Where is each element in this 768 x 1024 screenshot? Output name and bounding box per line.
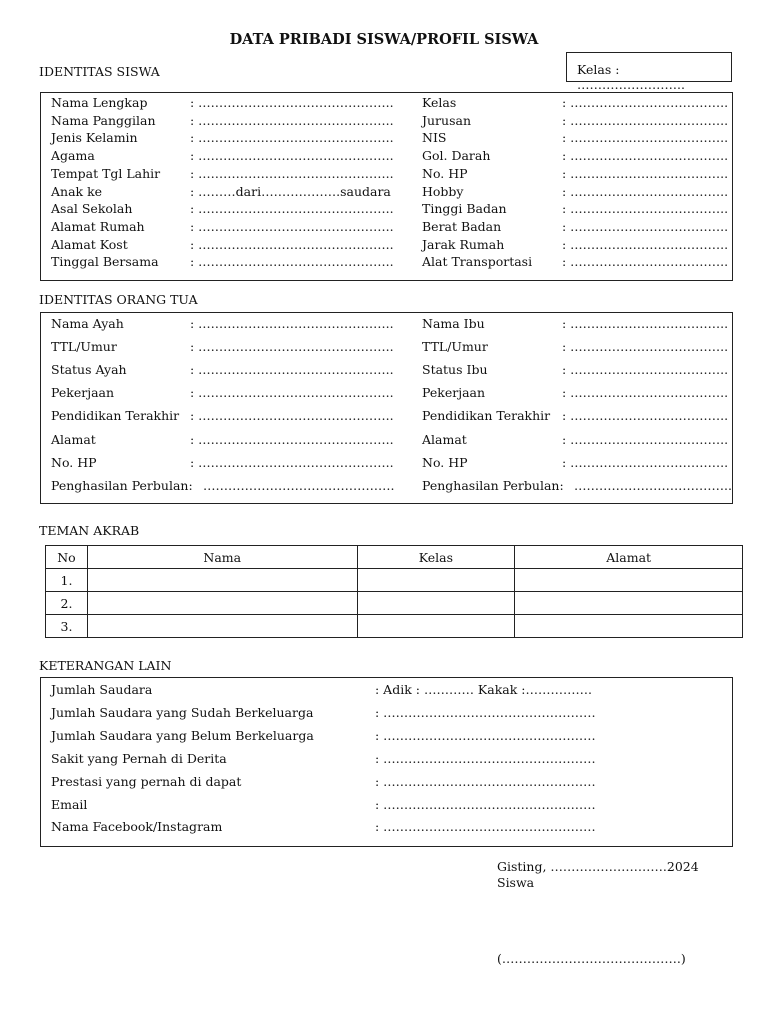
column-header-kelas: Kelas [357, 546, 515, 569]
siswa-field-value[interactable]: : ……………………………………….. [190, 130, 394, 146]
nama-cell[interactable] [87, 615, 357, 638]
siswa-field-value[interactable]: : ……………………………………….. [190, 254, 394, 270]
siswa-field-label: Kelas [422, 95, 457, 110]
table-row [46, 569, 743, 592]
signature-name-line: (…………………………………….) [497, 951, 686, 966]
keterangan-field-label: Sakit yang Pernah di Derita [51, 750, 227, 766]
orang-tua-field-label: Alamat [51, 431, 96, 447]
kelas-cell[interactable] [357, 615, 515, 638]
kelas-cell[interactable] [357, 592, 515, 615]
orang-tua-field-value[interactable]: : ……………………………….. [562, 362, 729, 378]
orang-tua-field-label: Pendidikan Terakhir [422, 408, 551, 424]
siswa-field-label: Agama [51, 148, 95, 164]
table-row [46, 592, 743, 615]
keterangan-field-value[interactable]: : …………………………………………… [375, 727, 596, 743]
teman-akrab-table [45, 545, 743, 638]
siswa-field-label: Jenis Kelamin [51, 130, 138, 146]
orang-tua-field-label: Pendidikan Terakhir [51, 408, 180, 424]
page-title: DATA PRIBADI SISWA/PROFIL SISWA [229, 31, 539, 48]
column-header-alamat: Alamat [515, 546, 743, 569]
orang-tua-field-value[interactable]: : ……………………………….. [562, 408, 729, 424]
keterangan-field-label: Nama Facebook/Instagram [51, 819, 223, 835]
siswa-field-value[interactable]: : ……………………………………….. [190, 148, 394, 164]
orang-tua-field-value[interactable]: : ……………………………………….. [190, 316, 394, 331]
orang-tua-field-value[interactable]: : ……………………………………….. [190, 454, 394, 470]
kelas-box: Kelas : …………………….. [566, 52, 732, 82]
orang-tua-field-value[interactable]: : ……………………………………….. [190, 339, 394, 355]
orang-tua-field-value[interactable]: : ……………………………………….. [190, 408, 394, 424]
siswa-field-value[interactable]: : ……………………………….. [562, 254, 729, 270]
keterangan-field-value[interactable]: : Adik : ………… Kakak :……………. [375, 682, 592, 697]
row-number: 3. [46, 615, 88, 638]
siswa-field-value[interactable]: : ……………………………………….. [190, 218, 394, 234]
siswa-field-value[interactable]: : ……………………………….. [562, 95, 729, 110]
siswa-field-value[interactable]: : ……………………………………….. [190, 201, 394, 217]
alamat-cell[interactable] [515, 592, 743, 615]
siswa-field-value[interactable]: : ………dari……………….saudara [190, 183, 391, 199]
siswa-field-value[interactable]: : ……………………………………….. [190, 165, 394, 181]
keterangan-field-value[interactable]: : …………………………………………… [375, 773, 596, 789]
siswa-field-value[interactable]: : ……………………………………….. [190, 112, 394, 128]
orang-tua-field-label: Nama Ayah [51, 316, 124, 331]
siswa-field-label: Jurusan [422, 112, 472, 128]
orang-tua-field-label: Penghasilan Perbulan: [51, 477, 193, 493]
siswa-field-label: Tinggal Bersama [51, 254, 159, 270]
orang-tua-field-value[interactable]: : ……………………………….. [562, 431, 729, 447]
orang-tua-field-value[interactable]: : ……………………………………….. [190, 385, 394, 401]
section-identitas-orang-tua: IDENTITAS ORANG TUA [39, 292, 198, 307]
siswa-field-value[interactable]: : ……………………………….. [562, 148, 729, 164]
siswa-field-label: Alamat Kost [51, 236, 128, 252]
orang-tua-field-label: No. HP [51, 454, 97, 470]
siswa-field-label: Tinggi Badan [422, 201, 507, 217]
keterangan-field-value[interactable]: : …………………………………………… [375, 704, 596, 720]
orang-tua-field-label: Pekerjaan [422, 385, 486, 401]
siswa-field-value[interactable]: : ……………………………….. [562, 183, 729, 199]
orang-tua-field-label: Status Ibu [422, 362, 488, 378]
orang-tua-field-value[interactable]: ………………………………………. [203, 477, 395, 493]
siswa-field-label: Tempat Tgl Lahir [51, 165, 161, 181]
orang-tua-field-label: Status Ayah [51, 362, 127, 378]
identitas-orang-tua-box [40, 312, 733, 504]
kelas-cell[interactable] [357, 569, 515, 592]
siswa-field-label: Nama Panggilan [51, 112, 156, 128]
siswa-field-label: No. HP [422, 165, 468, 181]
orang-tua-field-value[interactable]: : ……………………………………….. [190, 362, 394, 378]
table-header-row [46, 546, 743, 569]
alamat-cell[interactable] [515, 615, 743, 638]
orang-tua-field-label: No. HP [422, 454, 468, 470]
column-header-nama: Nama [87, 546, 357, 569]
keterangan-field-value[interactable]: : …………………………………………… [375, 819, 596, 835]
siswa-field-value[interactable]: : ……………………………….. [562, 165, 729, 181]
signature-role: Siswa [497, 875, 535, 890]
orang-tua-field-label: Pekerjaan [51, 385, 115, 401]
siswa-field-value[interactable]: : ……………………………………….. [190, 236, 394, 252]
nama-cell[interactable] [87, 569, 357, 592]
siswa-field-label: Gol. Darah [422, 148, 491, 164]
siswa-field-label: Anak ke [51, 183, 103, 199]
orang-tua-field-value[interactable]: : ……………………………………….. [190, 431, 394, 447]
keterangan-field-value[interactable]: : …………………………………………… [375, 750, 596, 766]
siswa-field-value[interactable]: : ……………………………….. [562, 236, 729, 252]
siswa-field-value[interactable]: : ……………………………………….. [190, 95, 394, 110]
siswa-field-label: Jarak Rumah [422, 236, 505, 252]
section-identitas-siswa: IDENTITAS SISWA [39, 64, 160, 79]
orang-tua-field-value[interactable]: ……………………………….. [574, 477, 732, 493]
siswa-field-label: Asal Sekolah [51, 201, 133, 217]
row-number: 1. [46, 569, 88, 592]
orang-tua-field-label: Alamat [422, 431, 467, 447]
orang-tua-field-label: Nama Ibu [422, 316, 485, 331]
siswa-field-label: NIS [422, 130, 447, 146]
keterangan-field-label: Jumlah Saudara yang Belum Berkeluarga [51, 727, 314, 743]
identitas-siswa-box [40, 92, 733, 281]
nama-cell[interactable] [87, 592, 357, 615]
siswa-field-label: Berat Badan [422, 218, 502, 234]
siswa-field-label: Alamat Rumah [51, 218, 145, 234]
keterangan-field-value[interactable]: : …………………………………………… [375, 796, 596, 812]
row-number: 2. [46, 592, 88, 615]
section-teman-akrab: TEMAN AKRAB [39, 523, 140, 538]
siswa-field-value[interactable]: : ……………………………….. [562, 201, 729, 217]
place-date: Gisting, ……………………….2024 [497, 859, 699, 874]
orang-tua-field-value[interactable]: : ……………………………….. [562, 385, 729, 401]
orang-tua-field-label: TTL/Umur [422, 339, 488, 355]
table-row [46, 615, 743, 638]
keterangan-field-label: Jumlah Saudara yang Sudah Berkeluarga [51, 704, 314, 720]
orang-tua-field-value[interactable]: : ……………………………….. [562, 454, 729, 470]
siswa-field-label: Hobby [422, 183, 464, 199]
orang-tua-field-label: TTL/Umur [51, 339, 117, 355]
keterangan-lain-box [40, 677, 733, 847]
siswa-field-label: Nama Lengkap [51, 95, 148, 110]
siswa-field-value[interactable]: : ……………………………….. [562, 218, 729, 234]
keterangan-field-label: Prestasi yang pernah di dapat [51, 773, 242, 789]
orang-tua-field-label: Penghasilan Perbulan: [422, 477, 564, 493]
section-keterangan-lain: KETERANGAN LAIN [39, 658, 172, 673]
alamat-cell[interactable] [515, 569, 743, 592]
keterangan-field-label: Jumlah Saudara [51, 682, 153, 697]
siswa-field-value[interactable]: : ……………………………….. [562, 112, 729, 128]
siswa-field-label: Alat Transportasi [422, 254, 533, 270]
orang-tua-field-value[interactable]: : ……………………………….. [562, 339, 729, 355]
column-header-no: No [46, 546, 88, 569]
orang-tua-field-value[interactable]: : ……………………………….. [562, 316, 729, 331]
siswa-field-value[interactable]: : ……………………………….. [562, 130, 729, 146]
keterangan-field-label: Email [51, 796, 88, 812]
